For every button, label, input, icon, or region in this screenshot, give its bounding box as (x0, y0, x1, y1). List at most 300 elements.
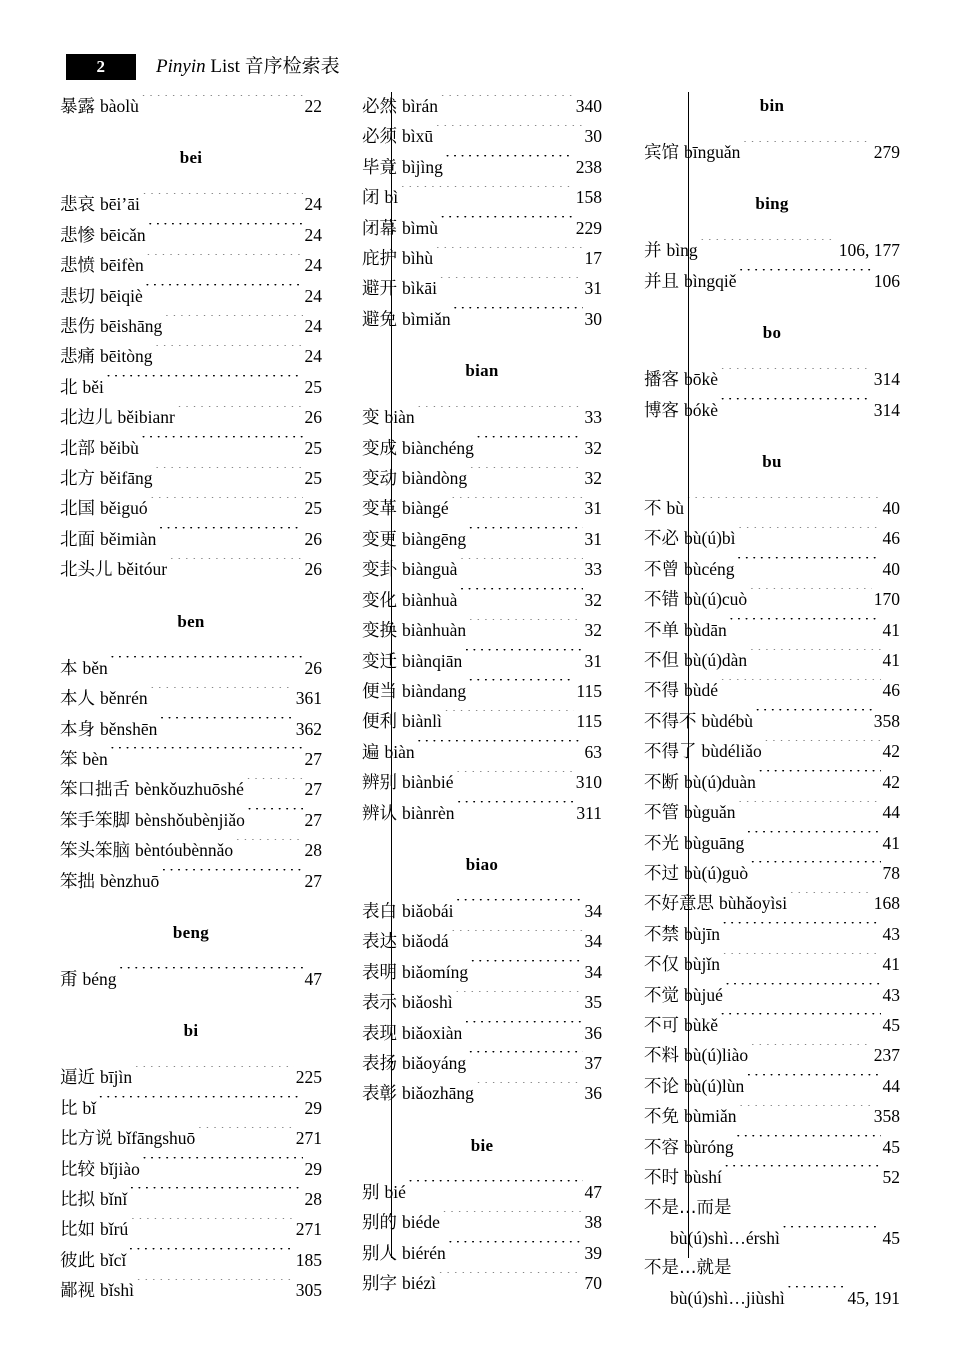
index-entry[interactable] (60, 1246, 322, 1276)
section-heading-ben: ben (177, 611, 205, 631)
entry-page-number: 279 (873, 142, 900, 162)
dot-leader (755, 709, 872, 727)
entry-pinyin: bùjǐn (684, 954, 720, 975)
index-column-3 (620, 92, 900, 1308)
entry-hanzi: 北方 (60, 469, 95, 490)
entry-hanzi: 北边儿 (60, 408, 113, 429)
entry-pinyin: bùmiǎn (684, 1106, 737, 1127)
index-entry[interactable] (644, 859, 900, 889)
section-heading-bin: bin (759, 96, 785, 115)
dot-leader (417, 406, 583, 424)
entry-hanzi: 表彰 (362, 1084, 397, 1105)
dot-leader (456, 899, 583, 917)
entry-page-number: 25 (304, 437, 322, 458)
entry-term (60, 525, 156, 555)
entry-page-number: 41 (882, 650, 900, 671)
index-entry[interactable] (362, 616, 602, 646)
entry-hanzi: 便当 (362, 681, 397, 702)
entry-pinyin: běnrén (100, 688, 148, 709)
entry-pinyin: běibù (100, 437, 139, 458)
entry-page-number: 361 (295, 688, 322, 709)
dot-leader (750, 1044, 872, 1062)
dot-leader (444, 710, 575, 728)
index-entry[interactable] (60, 1276, 322, 1306)
index-entry[interactable] (60, 1124, 322, 1154)
index-entry[interactable] (362, 183, 602, 213)
dot-leader (451, 497, 583, 515)
entry-page-number: 32 (584, 589, 602, 610)
index-entry[interactable] (362, 122, 602, 152)
entry-pinyin: bùshí (684, 1166, 722, 1187)
entry-hanzi: 北头儿 (60, 560, 113, 581)
entry-pinyin: biàn (384, 407, 415, 428)
entry-hanzi: 不好意思 (644, 894, 714, 915)
index-entry[interactable] (60, 282, 322, 312)
index-entry[interactable] (60, 1063, 322, 1093)
dot-leader (456, 801, 574, 819)
index-entry[interactable] (362, 897, 602, 927)
section-heading-bian: bian (465, 361, 499, 381)
index-entry[interactable] (644, 138, 900, 168)
index-entry[interactable] (60, 464, 322, 494)
index-entry[interactable] (362, 677, 602, 707)
index-entry[interactable] (362, 464, 602, 494)
dot-leader (720, 398, 872, 416)
page-title-rest: List 音序检索表 (205, 56, 340, 77)
dot-leader (440, 216, 574, 234)
entry-hanzi: 悲伤 (60, 317, 95, 338)
index-entry[interactable] (644, 494, 900, 524)
dot-leader (438, 1272, 582, 1290)
entry-hanzi: 不论 (644, 1076, 679, 1097)
index-entry[interactable] (60, 775, 322, 805)
entry-hanzi: 比较 (60, 1159, 95, 1180)
index-entry[interactable] (362, 305, 602, 335)
entry-hanzi: 变革 (362, 499, 397, 520)
index-entry[interactable] (362, 1208, 602, 1238)
section-heading-bo: bo (762, 323, 782, 343)
entry-page-number: 45, 191 (847, 1287, 900, 1308)
index-entry[interactable] (60, 806, 322, 836)
entry-pinyin: bēi’āi (100, 194, 140, 215)
index-entry[interactable] (644, 365, 900, 395)
index-entry[interactable] (362, 1019, 602, 1049)
entry-pinyin: běn (82, 657, 108, 678)
entry-page-number: 63 (584, 741, 602, 762)
index-entry[interactable] (644, 646, 900, 676)
dot-leader (758, 770, 881, 788)
entry-page-number: 106, 177 (838, 240, 900, 261)
entry-pinyin: běi (82, 376, 104, 397)
entry-term (362, 738, 415, 768)
index-entry[interactable] (60, 251, 322, 281)
entry-pinyin: biàngēng (402, 528, 467, 549)
entry-hanzi: 不仅 (644, 955, 679, 976)
index-entry[interactable] (60, 715, 322, 745)
entry-hanzi: 表现 (362, 1023, 397, 1044)
dot-leader (134, 1066, 294, 1084)
index-entry[interactable] (362, 768, 602, 798)
dot-leader (148, 223, 303, 241)
dot-leader (738, 527, 881, 545)
index-entry[interactable] (644, 1102, 900, 1132)
entry-term (362, 525, 466, 555)
entry-pinyin: bǐcǐ (100, 1249, 127, 1270)
entry-hanzi: 悲哀 (60, 195, 95, 216)
index-entry[interactable] (644, 981, 900, 1011)
index-entry[interactable] (644, 236, 900, 266)
entry-term (362, 927, 449, 957)
entry-hanzi: 笨 (60, 749, 78, 770)
index-entry[interactable] (362, 434, 602, 464)
entry-pinyin: biànbié (402, 772, 454, 793)
entry-hanzi: 悲痛 (60, 347, 95, 368)
entry-term (644, 1041, 748, 1071)
index-entry[interactable] (60, 403, 322, 433)
entry-term (362, 616, 466, 646)
dot-leader (700, 239, 837, 257)
entry-page-number: 362 (295, 718, 322, 739)
index-entry[interactable] (362, 525, 602, 555)
entry-pinyin: bùkě (684, 1014, 719, 1035)
entry-hanzi: 甭 (60, 969, 78, 990)
entry-pinyin: bùguǎn (684, 802, 736, 823)
index-entry[interactable] (644, 737, 900, 767)
dot-leader (729, 618, 881, 636)
entry-pinyin: bìkāi (402, 278, 437, 299)
entry-hanzi: 并且 (644, 271, 679, 292)
index-entry[interactable] (644, 1163, 900, 1193)
index-entry[interactable] (644, 768, 900, 798)
dot-leader (136, 1279, 294, 1297)
entry-hanzi: 便利 (362, 712, 397, 733)
entry-pinyin: biàndòng (402, 468, 468, 489)
index-entry[interactable] (60, 525, 322, 555)
dot-leader (146, 254, 303, 272)
entry-term (644, 1011, 718, 1041)
entry-page-number: 170 (873, 589, 900, 610)
index-entry[interactable] (362, 1079, 602, 1109)
entry-page-number: 44 (882, 1075, 900, 1096)
entry-pinyin: bùdān (684, 619, 727, 640)
entry-term (362, 647, 462, 677)
entry-pinyin: biǎozhāng (402, 1083, 474, 1104)
entry-pinyin: bù(ú)bì (684, 528, 736, 549)
index-entry[interactable] (60, 745, 322, 775)
entry-term (60, 1246, 126, 1276)
index-entry[interactable] (644, 1133, 900, 1163)
entry-hanzi: 闭 (362, 188, 380, 209)
dot-leader (119, 967, 303, 985)
entry-term (60, 555, 167, 585)
index-entry[interactable] (644, 1011, 900, 1041)
dot-leader (128, 1248, 294, 1266)
index-entry[interactable] (362, 707, 602, 737)
dot-leader (451, 930, 583, 948)
entry-hanzi: 北 (60, 377, 78, 398)
index-entry[interactable] (644, 1193, 900, 1223)
entry-hanzi: 别 (362, 1182, 380, 1203)
entry-pinyin: biànrèn (402, 802, 455, 823)
entry-page-number: 40 (882, 558, 900, 579)
index-entry[interactable] (60, 221, 322, 251)
entry-page-number: 36 (584, 1083, 602, 1104)
entry-term (60, 1155, 140, 1185)
entry-hanzi: 不得不 (644, 711, 697, 732)
dot-leader (235, 839, 302, 857)
entry-page-number: 28 (304, 1188, 322, 1209)
entry-hanzi: 变更 (362, 529, 397, 550)
index-entry[interactable] (362, 1269, 602, 1299)
entry-page-number: 30 (584, 308, 602, 329)
entry-term (60, 775, 244, 805)
entry-page-number: 25 (304, 498, 322, 519)
entry-page-number: 31 (584, 528, 602, 549)
entry-term (362, 1178, 406, 1208)
index-entry[interactable] (362, 214, 602, 244)
index-entry[interactable] (644, 524, 900, 554)
index-entry[interactable] (362, 244, 602, 274)
dot-leader (159, 717, 293, 735)
index-entry[interactable] (644, 396, 900, 426)
index-entry[interactable] (362, 1239, 602, 1269)
entry-hanzi: 不得了 (644, 742, 697, 763)
entry-pinyin: bù(ú)liào (684, 1045, 749, 1066)
entry-hanzi: 变换 (362, 621, 397, 642)
index-entry[interactable] (60, 1185, 322, 1215)
dot-leader (98, 1096, 302, 1114)
entry-pinyin: biàndang (402, 680, 467, 701)
entry-hanzi: 笨口拙舌 (60, 780, 130, 801)
entry-hanzi: 辨别 (362, 773, 397, 794)
dot-leader (145, 284, 303, 302)
entry-hanzi: 表示 (362, 993, 397, 1014)
dot-leader (459, 558, 582, 576)
entry-pinyin: bèntóubènnǎo (135, 840, 234, 861)
entry-pinyin: bìrán (402, 96, 438, 116)
dot-leader (435, 247, 582, 265)
entry-pinyin: biǎodá (402, 931, 449, 952)
entry-term (60, 867, 159, 897)
entry-page-number: 115 (576, 680, 602, 701)
entry-page-number: 24 (304, 194, 322, 215)
index-entry-continuation[interactable] (644, 1224, 900, 1253)
entry-pinyin: bìjìng (402, 156, 443, 177)
entry-term (644, 1163, 722, 1193)
entry-page-number: 52 (882, 1166, 900, 1187)
entry-hanzi: 不是…而是 (644, 1198, 732, 1219)
entry-term (644, 707, 753, 737)
entry-term (644, 138, 740, 168)
index-entry-continuation[interactable] (644, 1284, 900, 1313)
dot-leader (169, 558, 302, 576)
entry-pinyin: bùcéng (684, 558, 735, 579)
dot-leader (468, 679, 574, 697)
entry-pinyin: bàolù (100, 96, 139, 116)
index-entry[interactable] (644, 1041, 900, 1071)
entry-term (362, 464, 467, 494)
index-entry[interactable] (362, 988, 602, 1018)
dot-leader (150, 687, 294, 705)
index-entry[interactable] (362, 494, 602, 524)
index-entry[interactable] (644, 920, 900, 950)
index-entry[interactable] (644, 267, 900, 297)
entry-page-number: 32 (584, 620, 602, 641)
index-entry[interactable] (644, 798, 900, 828)
dot-leader (468, 1051, 582, 1069)
index-entry[interactable] (644, 585, 900, 615)
index-entry[interactable] (362, 92, 602, 122)
index-entry[interactable] (362, 958, 602, 988)
entry-term (644, 365, 718, 395)
index-entry[interactable] (60, 867, 322, 897)
index-entry[interactable] (60, 373, 322, 403)
entry-pinyin: bùdé (684, 680, 719, 701)
entry-hanzi: 比如 (60, 1220, 95, 1241)
dot-leader (161, 869, 302, 887)
entry-term (644, 1253, 732, 1283)
index-entry[interactable] (60, 434, 322, 464)
index-entry[interactable] (60, 92, 322, 122)
entry-page-number: 44 (882, 802, 900, 823)
entry-page-number: 31 (584, 278, 602, 299)
dot-leader (464, 649, 582, 667)
index-entry[interactable] (644, 707, 900, 737)
entry-hanzi: 不过 (644, 863, 679, 884)
index-entry[interactable] (644, 889, 900, 919)
entry-pinyin: biànhuà (402, 589, 458, 610)
index-entry[interactable] (60, 555, 322, 585)
entry-page-number: 39 (584, 1242, 602, 1263)
entry-term (60, 92, 139, 122)
page-title-italic: Pinyin (156, 56, 206, 77)
entry-term (60, 373, 104, 403)
entry-page-number: 35 (584, 992, 602, 1013)
dot-leader (746, 831, 880, 849)
index-entry[interactable] (362, 153, 602, 183)
index-column-2 (340, 92, 620, 1294)
index-entry[interactable] (644, 1072, 900, 1102)
dot-leader (739, 269, 872, 287)
index-entry[interactable] (60, 836, 322, 866)
entry-hanzi: 北面 (60, 529, 95, 550)
index-entry[interactable] (60, 1155, 322, 1185)
index-entry[interactable] (60, 494, 322, 524)
entry-term (60, 1063, 132, 1093)
index-columns (60, 92, 900, 1308)
entry-term (362, 1019, 462, 1049)
index-entry[interactable] (362, 403, 602, 433)
dot-leader (789, 892, 872, 910)
entry-pinyin: bǐshì (100, 1280, 135, 1301)
entry-page-number: 33 (584, 559, 602, 580)
entry-page-number: 24 (304, 224, 322, 245)
entry-page-number: 70 (584, 1273, 602, 1293)
section-heading-bing: bing (755, 194, 789, 214)
entry-page-number: 22 (304, 96, 322, 116)
dot-leader (417, 740, 583, 758)
dot-leader (246, 778, 303, 796)
index-entry[interactable] (362, 1049, 602, 1079)
entry-hanzi: 表扬 (362, 1053, 397, 1074)
index-entry[interactable] (60, 190, 322, 220)
entry-pinyin: béng (82, 968, 117, 989)
entry-term (60, 1094, 96, 1124)
dot-leader (470, 960, 582, 978)
index-entry[interactable] (60, 654, 322, 684)
index-entry[interactable] (644, 676, 900, 706)
index-entry[interactable] (362, 1178, 602, 1208)
entry-page-number: 26 (304, 559, 322, 580)
index-entry[interactable] (644, 616, 900, 646)
index-entry[interactable] (60, 312, 322, 342)
entry-page-number: 229 (575, 217, 602, 238)
entry-term (644, 494, 684, 524)
dot-leader (468, 619, 582, 637)
entry-term (644, 1072, 744, 1102)
entry-hanzi: 庇护 (362, 249, 397, 270)
entry-term (60, 312, 162, 342)
index-entry[interactable] (362, 647, 602, 677)
entry-pinyin: bùjué (684, 984, 723, 1005)
index-entry[interactable] (362, 274, 602, 304)
entry-term (60, 745, 108, 775)
entry-pinyin: bù(ú)shì…érshì (670, 1227, 780, 1248)
entry-term (644, 1193, 732, 1223)
entry-page-number: 42 (882, 741, 900, 762)
page-number-badge (66, 54, 136, 80)
entry-term (60, 1215, 128, 1245)
entry-hanzi: 避开 (362, 279, 397, 300)
dot-leader (750, 861, 880, 879)
index-entry[interactable] (644, 1253, 900, 1283)
index-entry[interactable] (60, 1094, 322, 1124)
entry-pinyin: biànguà (402, 559, 458, 580)
index-entry[interactable] (362, 586, 602, 616)
entry-hanzi: 必然 (362, 97, 397, 117)
entry-term (60, 464, 152, 494)
index-entry[interactable] (644, 950, 900, 980)
entry-pinyin: bùguāng (684, 832, 745, 853)
entry-pinyin: běifāng (100, 468, 153, 489)
dot-leader (177, 406, 303, 424)
index-entry[interactable] (644, 555, 900, 585)
dot-leader (141, 95, 303, 113)
entry-page-number: 271 (295, 1128, 322, 1149)
index-entry[interactable] (60, 342, 322, 372)
entry-page-number: 26 (304, 528, 322, 549)
index-entry[interactable] (362, 799, 602, 829)
index-entry[interactable] (362, 927, 602, 957)
index-entry[interactable] (60, 965, 322, 995)
index-entry[interactable] (60, 1215, 322, 1245)
entry-pinyin: biǎobái (402, 900, 454, 921)
entry-term (644, 950, 720, 980)
entry-page-number: 24 (304, 255, 322, 276)
index-entry[interactable] (644, 829, 900, 859)
entry-term (362, 1049, 466, 1079)
index-entry[interactable] (60, 684, 322, 714)
entry-page-number: 46 (882, 528, 900, 549)
index-entry[interactable] (362, 555, 602, 585)
entry-term (60, 282, 143, 312)
entry-page-number: 26 (304, 407, 322, 428)
entry-hanzi: 彼此 (60, 1250, 95, 1271)
index-entry[interactable] (362, 738, 602, 768)
entry-term (362, 403, 415, 433)
entry-page-number: 45 (882, 1227, 900, 1248)
entry-term (670, 1224, 780, 1253)
